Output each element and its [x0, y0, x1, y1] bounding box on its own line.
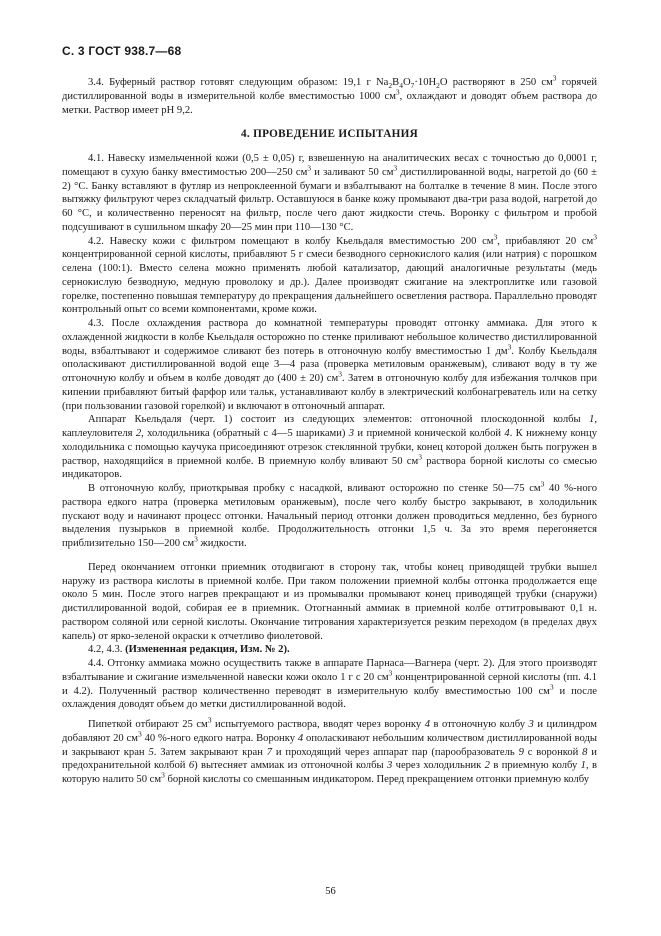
- text: в приемную колбу: [489, 760, 581, 772]
- superscript: 3: [194, 534, 198, 544]
- superscript: 3: [493, 231, 498, 241]
- text: и предохранительной колбой: [62, 746, 597, 772]
- item-number: 6: [188, 760, 195, 772]
- spacer: [62, 551, 597, 561]
- text: . Затем в отгоночную колбу для избежания толчков при кипении прибавляют битый фарфор или тальк, устанавливают колбу в электрический колбонагреватель или на сетку (при пользовании газовой горелкой) и включают в отгоночный аппарат.: [62, 373, 598, 412]
- paragraph-4-2: [62, 231, 597, 318]
- item-number: 4: [297, 732, 304, 744]
- item-number: 2: [135, 428, 142, 439]
- item-number: 2: [484, 760, 490, 772]
- text: в отгоночную колбу: [430, 719, 529, 730]
- paragraph-3-4: [62, 73, 597, 117]
- superscript: 3: [552, 73, 557, 83]
- superscript: 3: [338, 369, 342, 379]
- page-header: С. 3 ГОСТ 938.7—68: [62, 44, 182, 58]
- text: Пипеткой отбирают 25 см: [88, 719, 208, 730]
- text: с воронкой: [523, 746, 583, 758]
- text: В отгоночную колбу, приоткрывая пробку с насадкой, вливают осторожно по стенке 50—75 см: [88, 483, 541, 494]
- item-number: 3: [348, 428, 355, 439]
- item-number: 1: [589, 414, 595, 426]
- paragraph-distillation: [62, 479, 597, 551]
- text: B: [392, 77, 400, 88]
- superscript: 3: [307, 163, 312, 173]
- text: , каплеуловителя: [62, 414, 597, 439]
- text: O растворяют в 250 см: [439, 77, 553, 88]
- text: жидкости.: [197, 538, 247, 549]
- text: 4.2. Навеску кожи с фильтром помещают в колбу Кьельдаля вместимостью 200 см: [88, 235, 494, 247]
- text: через холодильник: [392, 760, 485, 772]
- text: 40 %-ного раствора едкого натра (проверка метиловым оранжевым), после чего колбу быстро закрывают, в холодильник пускают воду и начинают процесс отгонки. Начальный период отгонки должен проводиться медленно, без бурного выделения пузырьков в приемной колбе. Продолжительность отгонки 1,5 ч. За это время перегоняется приблизительно 150—200 см: [62, 483, 597, 549]
- text: Аппарат Кьельдаля (черт. 1) состоит из следующих элементов: отгоночной плоскодонной колбы: [88, 414, 590, 426]
- text: . К нижнему концу холодильника с помощью каучука присоединяют отрезок стеклянной трубки, конец которой должен быть погружен в раствор, находящийся в приемной колбе. В приемную колбу вливают 50 см: [62, 428, 598, 467]
- text: ·10H: [414, 77, 437, 88]
- document-body: [62, 73, 598, 787]
- superscript: 3: [207, 715, 212, 725]
- item-number: 1: [580, 760, 586, 772]
- text: , холодильника (обратный с 4—5 шариками): [141, 428, 349, 439]
- superscript: 3: [540, 479, 545, 489]
- subscript: 2: [388, 81, 393, 91]
- subscript: 2: [436, 81, 440, 91]
- text: 4.4. Отгонку аммиака можно осуществить также в аппарате Парнаса—Вагнера (черт. 2). Для этого производят взбалтывание и сжигание измельченной навески кожи около 1 г с 20 см: [62, 658, 597, 683]
- text: 40 %-ного едкого натра. Воронку: [141, 732, 298, 744]
- superscript: 3: [161, 770, 165, 780]
- text: O: [402, 77, 411, 88]
- page-number: 56: [325, 886, 336, 897]
- text: и после охлаждения доводят объем до метки дистиллированной водой.: [62, 685, 597, 711]
- text: и цилиндром добавляют 20 см: [62, 719, 598, 744]
- subscript: 4: [399, 81, 403, 91]
- paragraph-4-4: [62, 657, 597, 712]
- section-title: 4. ПРОВЕДЕНИЕ ИСПЫТАНИЯ: [241, 128, 418, 141]
- paragraph-pipette: [62, 715, 598, 787]
- item-number: 7: [266, 746, 273, 758]
- text: дистиллированной воды, нагретой до (60 ± 2) °С. Банку вставляют в футляр из непроклеенной бумаги и взбалтывают на болталке в течение 8 мин. После этого вытяжку фильтруют через складчатый фильтр. Оставшуюся в банке кожу промывают два-три раза водой, нагретой до 60 °С, и количественно переносят на фильтр, после чего дают жидкости стечь. Воронку с фильтром и пробой подсушивают в сушильном шкафу 20—25 мин при 110—130 °С.: [62, 166, 597, 233]
- item-number: 5: [148, 746, 154, 758]
- text: и приемной конической колбой: [354, 428, 505, 439]
- subscript: 7: [410, 81, 415, 91]
- superscript: 3: [507, 341, 512, 351]
- amendment-label: (Измененная редакция, Изм. № 2).: [125, 644, 290, 656]
- text: , прибавляют 20 см: [497, 235, 594, 247]
- superscript: 3: [388, 668, 393, 678]
- text: 4.2, 4.3.: [88, 644, 126, 656]
- superscript: 3: [395, 87, 400, 97]
- text: раствора борной кислоты со смесью индикаторов.: [62, 455, 597, 481]
- item-number: 3: [528, 719, 534, 730]
- text: 4.3. После охлаждения раствора до комнатной температуры проводят отгонку аммиака. Для этого к охлажденной жидкости в колбе Кьельдаля осторожно по стенке приливают небольшое количество дистиллированной воды, взбалтывают и содержимое сливают без потерь в отгоночную колбу вместимостью 1 дм: [62, 318, 597, 357]
- item-number: 3: [386, 760, 393, 772]
- item-number: 8: [582, 746, 588, 758]
- superscript: 3: [393, 163, 398, 173]
- text: 3.4. Буферный раствор готовят следующим образом: 19,1 г Na: [88, 77, 389, 88]
- paragraph-apparatus: [62, 413, 597, 482]
- paragraph-end-of-distillation: Перед окончанием отгонки приемник отодвигают в сторону так, чтобы конец приводящей трубки вышел наружу из раствора кислоты в приемной колбе. При таком положении приемной колбы отгонка продолжается еще около 5 мин. После этого нагрев прекращают и из промывалки промывают конец приводящей трубки (снаружи) дистиллированной водой, собирая ее в приемник. Отогнанный аммиак в приемной колбе оттитровывают 0,1 н. раствором соляной или серной кислоты. Окончание титрования характеризуется резким переходом (в пределах двух капель) от ярко-зеленой окраски к отчетливо фиолетовой.: [62, 561, 597, 642]
- superscript: 3: [593, 231, 597, 241]
- text: и заливают 50 см: [311, 166, 394, 178]
- text: . Колбу Кьельдаля ополаскивают дистиллированной водой еще 3—4 раза (проверка метиловым оранжевым), сливают воду в ту же отгоночную колбу и объем в колбе доводят до (400 ± 20) см: [62, 345, 597, 384]
- text: горячей дистиллированной воды в измерительной колбе вместимостью 1000 см: [62, 77, 597, 102]
- superscript: 3: [137, 729, 142, 739]
- superscript: 3: [549, 681, 554, 691]
- superscript: 3: [418, 451, 422, 461]
- text: , в которую налито 50 см: [62, 760, 597, 785]
- text: 4.1. Навеску измельченной кожи (0,5 ± 0,05) г, взвешенную на аналитических весах с точностью до 0,0001 г, помещают в сухую банку вместимостью 200—250 см: [62, 153, 597, 178]
- text: ополаскивают небольшим количеством дистиллированной воды и закрывают кран: [62, 732, 597, 758]
- text: , охлаждают и доводят объем раствора до метки. Раствор имеет pH 9,2.: [62, 90, 597, 116]
- item-number: 4: [424, 719, 430, 730]
- text: концентрированной серной кислоты (пп. 4.1 и 4.2). Полученный раствор количественно переводят в измерительную колбу вместимостью 100 см: [62, 671, 597, 697]
- paragraph-4-1: [62, 152, 597, 235]
- text: и проходящий через аппарат пар (парообразователь: [272, 746, 519, 758]
- text: ) вытесняет аммиак из отгоночной колбы: [194, 760, 387, 772]
- text: испытуемого раствора, вводят через воронку: [211, 719, 425, 730]
- text: борной кислоты со смешанным индикатором. Перед прекращением отгонки приемную колбу: [164, 774, 590, 785]
- paragraph-amendment-note: [62, 643, 597, 657]
- text: концентрированной серной кислоты, прибавляют 5 г смеси безводного сернокислого калия (или натрия) с порошком селена (100:1). Вместо селена можно применять любой катализатор, дающий аналогичные результаты (медь сернокислую безводную, медную проволоку и др.). Далее производят сжигание на электроплитке или газовой горелке, постепенно повышая температуру до прекращения дальнейшего осветления раствора. Параллельно проводят контрольный опыт со всеми компонентами, кроме кожи.: [62, 249, 597, 316]
- paragraph-4-3: [62, 317, 597, 413]
- item-number: 4: [504, 428, 510, 439]
- item-number: 9: [518, 746, 524, 758]
- text: . Затем закрывают кран: [153, 746, 267, 758]
